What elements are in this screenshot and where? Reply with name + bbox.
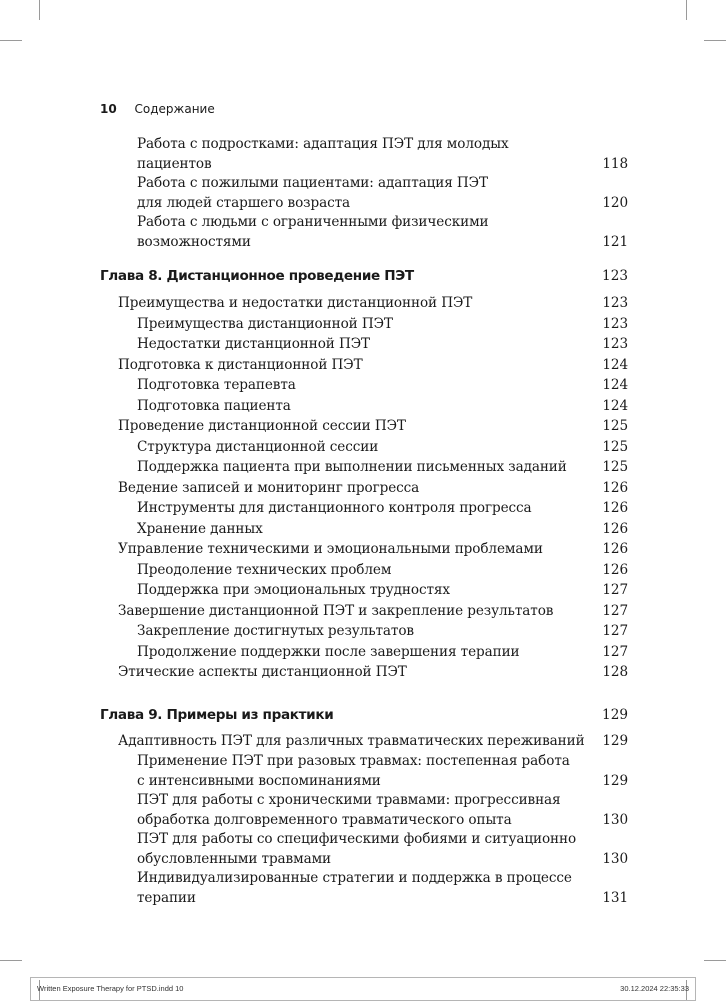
toc-page-number: 124 xyxy=(602,397,628,414)
chapter-title: Глава 8. Дистанционное проведение ПЭТ xyxy=(100,268,414,284)
toc-entry xyxy=(137,790,628,830)
toc-entry xyxy=(137,519,628,539)
toc-entry-title: пациентов xyxy=(137,156,212,172)
toc-entry-title: Применение ПЭТ при разовых травмах: постепенная работа xyxy=(137,752,570,769)
toc-page-number: 123 xyxy=(602,336,628,352)
toc-page-number: 126 xyxy=(602,541,628,557)
toc-entry xyxy=(137,396,628,416)
toc-entry-title: Подготовка к дистанционной ПЭТ xyxy=(118,356,363,373)
toc-entry-title: для людей старшего возраста xyxy=(137,195,351,212)
toc-entry xyxy=(137,134,628,174)
toc-entry-title: Преодоление технических проблем xyxy=(137,561,392,578)
toc-page-number: 123 xyxy=(602,315,628,332)
toc-entry xyxy=(137,457,628,477)
toc-page-number: 125 xyxy=(602,418,628,434)
chapter-page-number: 129 xyxy=(602,707,628,723)
toc-page-number: 125 xyxy=(602,438,628,455)
toc-entry xyxy=(137,868,628,908)
toc-entry-title: Проведение дистанционной сессии ПЭТ xyxy=(118,418,406,434)
toc-entry xyxy=(118,539,628,559)
toc-entry-title: Преимущества и недостатки дистанционной ПЭТ xyxy=(118,295,473,311)
toc-page-number: 127 xyxy=(602,582,628,598)
toc-entry-title: Поддержка пациента при выполнении письменных заданий xyxy=(137,459,567,475)
toc-page-number: 127 xyxy=(602,602,628,619)
toc-page-number: 129 xyxy=(602,733,628,749)
toc-entry-title: обработка долговременного травматического опыта xyxy=(137,811,512,828)
toc-page-number: 118 xyxy=(602,156,628,172)
running-head xyxy=(100,102,215,116)
toc-entry-title: Работа с людьми с ограниченными физическими xyxy=(137,214,489,231)
crop-mark xyxy=(704,40,726,41)
toc-page-number: 131 xyxy=(602,890,628,907)
toc-entry-title: Инструменты для дистанционного контроля прогресса xyxy=(137,500,532,516)
toc-entry-title: Ведение записей и мониторинг прогресса xyxy=(118,479,420,496)
crop-mark xyxy=(39,0,40,20)
crop-mark xyxy=(704,960,726,961)
crop-mark xyxy=(686,0,687,20)
toc-entry xyxy=(137,829,628,869)
toc-page-number: 125 xyxy=(602,459,628,475)
toc-page-number: 120 xyxy=(602,195,628,212)
toc-entry-title: Продолжение поддержки после завершения терапии xyxy=(137,643,520,660)
crop-mark xyxy=(0,960,22,961)
toc-page-number: 124 xyxy=(602,356,628,373)
page-number: 10 xyxy=(100,102,117,116)
toc-entry-title: Работа с подростками: адаптация ПЭТ для молодых xyxy=(137,136,509,152)
toc-entry-title: Завершение дистанционной ПЭТ и закрепление результатов xyxy=(118,602,554,619)
print-slug xyxy=(30,977,696,1001)
slug-filename: Written Exposure Therapy for PTSD.indd 10 xyxy=(37,984,184,993)
toc-page-number: 126 xyxy=(602,500,628,516)
chapter-title: Глава 9. Примеры из практики xyxy=(100,707,334,723)
toc-entry-title: Структура дистанционной сессии xyxy=(137,438,379,455)
toc-entry-title: Недостатки дистанционной ПЭТ xyxy=(137,336,371,352)
toc-entry-title: Управление техническими и эмоциональными проблемами xyxy=(118,541,543,557)
toc-entry-title: Адаптивность ПЭТ для различных травматических переживаний xyxy=(118,733,585,749)
toc-page-number: 129 xyxy=(602,772,628,789)
toc-entry-title: обусловленными травмами xyxy=(137,851,332,867)
toc-entry-title: Закрепление достигнутых результатов xyxy=(137,623,414,639)
toc-entry-title: с интенсивными воспоминаниями xyxy=(137,772,381,789)
toc-page-number: 126 xyxy=(602,561,628,578)
toc-page-number: 130 xyxy=(602,811,628,828)
toc-entry xyxy=(137,437,628,457)
toc-entry xyxy=(137,334,628,354)
toc-entry xyxy=(137,212,628,252)
toc-entry-title: ПЭТ для работы со специфическими фобиями и ситуационно xyxy=(137,831,577,847)
toc-entry xyxy=(137,375,628,395)
toc-entry-title: Преимущества дистанционной ПЭТ xyxy=(137,315,393,332)
toc-entry-title: терапии xyxy=(137,890,196,907)
slug-timestamp: 30.12.2024 22:35:33 xyxy=(620,984,689,993)
toc-page-number: 126 xyxy=(602,479,628,496)
toc-page-number: 128 xyxy=(602,664,628,680)
chapter-heading xyxy=(100,705,628,725)
toc-entry-title: Поддержка при эмоциональных трудностях xyxy=(137,582,450,598)
toc-entry-title: Индивидуализированные стратегии и поддержка в процессе xyxy=(137,870,572,887)
toc-entry-title: ПЭТ для работы с хроническими травмами: прогрессивная xyxy=(137,791,561,808)
toc-entry xyxy=(137,173,628,213)
running-head-title: Содержание xyxy=(134,102,215,116)
toc-entry-title: Этические аспекты дистанционной ПЭТ xyxy=(118,664,407,680)
toc-entry xyxy=(137,498,628,518)
toc-entry-title: Хранение данных xyxy=(137,520,263,537)
toc-entry-title: Подготовка пациента xyxy=(137,397,291,414)
toc-entry xyxy=(118,416,628,436)
toc-entry xyxy=(118,601,628,621)
toc-entry xyxy=(118,293,628,313)
toc-page-number: 127 xyxy=(602,623,628,639)
toc-entry xyxy=(118,731,628,751)
toc-entry xyxy=(137,560,628,580)
chapter-page-number: 123 xyxy=(602,268,628,284)
toc-page-number: 130 xyxy=(602,851,628,867)
chapter-heading xyxy=(100,266,628,286)
toc-entry xyxy=(118,478,628,498)
toc-entry-title: Подготовка терапевта xyxy=(137,377,296,393)
toc-page-number: 126 xyxy=(602,520,628,537)
toc-page-number: 127 xyxy=(602,643,628,660)
toc-page-number: 121 xyxy=(602,234,628,251)
crop-mark xyxy=(0,40,22,41)
toc-entry xyxy=(137,580,628,600)
toc-entry-title: Работа с пожилыми пациентами: адаптация ПЭТ xyxy=(137,175,488,192)
toc-page-number: 123 xyxy=(602,295,628,311)
toc-entry xyxy=(118,662,628,682)
toc-entry xyxy=(137,751,628,791)
toc-page-number: 124 xyxy=(602,377,628,393)
toc-entry xyxy=(137,314,628,334)
toc-entry xyxy=(137,621,628,641)
toc-entry xyxy=(118,355,628,375)
toc-entry xyxy=(137,642,628,662)
toc-entry-title: возможностями xyxy=(137,234,251,251)
